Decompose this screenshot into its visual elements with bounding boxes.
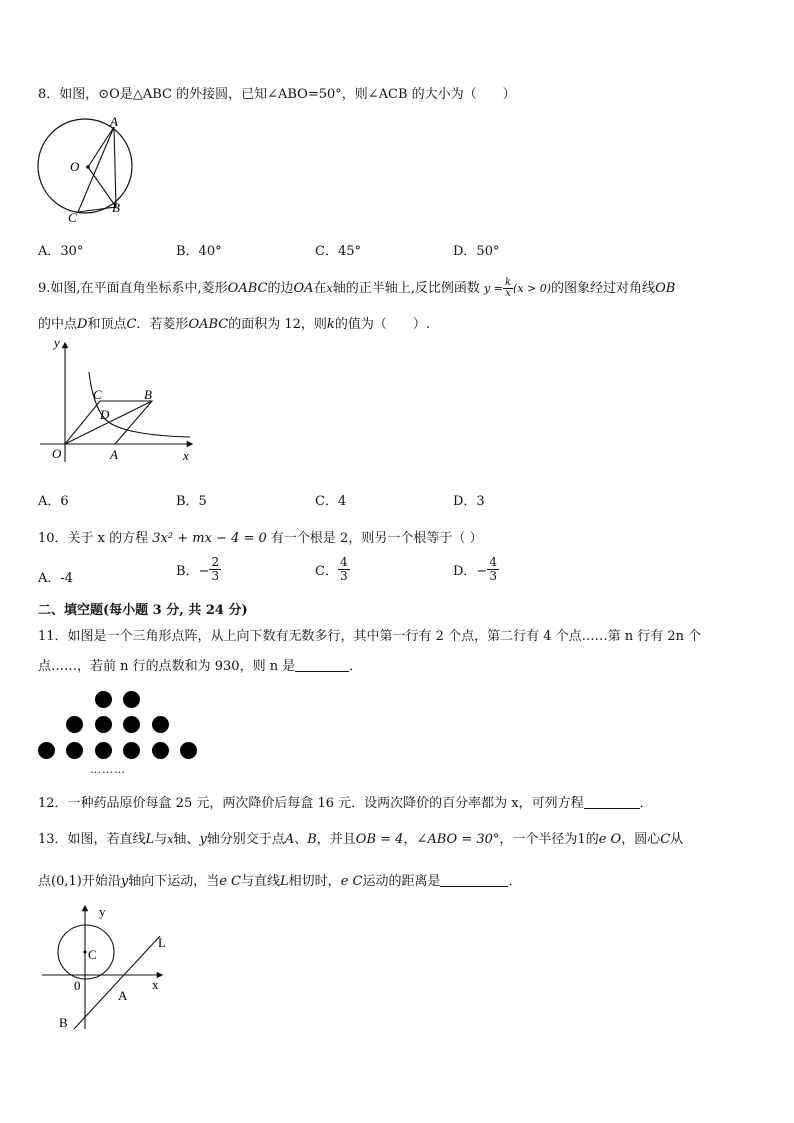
q9-option-d[interactable]: D．3: [453, 494, 485, 509]
q9-label-o: O: [52, 446, 62, 461]
q13-label-origin: 0: [74, 978, 81, 993]
q9-axis-x: x: [183, 448, 189, 463]
q9-label-b: B: [144, 387, 152, 402]
q11-ellipsis: ………: [90, 763, 126, 776]
q8-label-b: B: [112, 200, 120, 215]
q13-tangent-figure: [40, 904, 180, 1032]
q9-label-a: A: [110, 447, 118, 462]
q11-stem-line2: 点……，若前 n 行的点数和为 930，则 n 是 ．: [38, 659, 363, 674]
q13-stem-line2: 点(0,1)开始沿y轴向下运动，当e C与直线L相切时，e C运动的距离是 ．: [38, 874, 522, 889]
q9-label-d: D: [100, 407, 110, 422]
section-fill-in-heading: 二、填空题(每小题 3 分, 共 24 分): [38, 603, 248, 618]
q9-stem-line1: 9.如图,在平面直角坐标系中,菱形OABC的边OA在x轴的正半轴上,反比例函数 y = $\frac{k}{x}$ (x > 0)的图象经过对角线OB: [38, 277, 676, 299]
q10-stem: 10．关于 x 的方程 3x² + mx − 4 = 0 有一个根是 2，则另一个根等于（ ）: [38, 531, 483, 546]
q9-stem-line2: 的中点D和顶点C．若菱形OABC的面积为 12，则k的值为（ ）.: [38, 317, 430, 332]
q10-option-c[interactable]: C． $\frac{4}{3}$: [315, 555, 348, 583]
q13-answer-blank[interactable]: [440, 886, 508, 887]
q8-label-a: A: [110, 114, 118, 129]
q8-label-c: C: [68, 210, 77, 224]
q8-stem: 8．如图，⊙O是△ABC 的外接圆，已知∠ABO=50°，则∠ACB 的大小为（ ）: [38, 87, 516, 102]
q8-circle-figure: [36, 112, 141, 224]
q10-option-b[interactable]: B．− $\frac{2}{3}$: [176, 555, 220, 583]
q13-stem-line1: 13．如图，若直线L与x轴、y轴分别交于点A、B，并且OB = 4，∠ABO = 30°，一个半径为1的e O，圆心C从: [38, 832, 684, 847]
q12-answer-blank[interactable]: [584, 808, 640, 809]
q9-option-c[interactable]: C．4: [315, 494, 347, 509]
q12-stem: 12．一种药品原价每盒 25 元，两次降价后每盒 16 元．设两次降价的百分率都为 x，可列方程 ．: [38, 796, 653, 811]
q13-label-l: L: [158, 935, 166, 950]
q11-stem-line1: 11．如图是一个三角形点阵，从上向下数有无数多行，其中第一行有 2 个点，第二行有 4 个点……第 n 行有 2n 个: [38, 629, 702, 644]
q9-option-a[interactable]: A．6: [38, 494, 69, 509]
q8-label-o: O: [70, 159, 80, 174]
q13-label-b: B: [59, 1015, 68, 1030]
q13-label-c: C: [88, 947, 97, 962]
q11-answer-blank[interactable]: [295, 671, 349, 672]
q8-option-a[interactable]: A．30°: [38, 244, 84, 259]
q10-option-d[interactable]: D．− $\frac{4}{3}$: [453, 555, 497, 583]
q9-option-b[interactable]: B．5: [176, 494, 207, 509]
q8-option-d[interactable]: D．50°: [453, 244, 500, 259]
q13-label-a: A: [118, 988, 128, 1003]
q8-option-b[interactable]: B．40°: [176, 244, 222, 259]
q10-option-a[interactable]: A．-4: [38, 571, 74, 586]
q9-rhombus-figure: [40, 337, 200, 467]
q9-axis-y: y: [54, 337, 60, 350]
q13-axis-y: y: [99, 904, 106, 919]
q13-axis-x: x: [152, 977, 159, 992]
q9-label-c: C: [93, 387, 102, 402]
q8-option-c[interactable]: C．45°: [315, 244, 361, 259]
